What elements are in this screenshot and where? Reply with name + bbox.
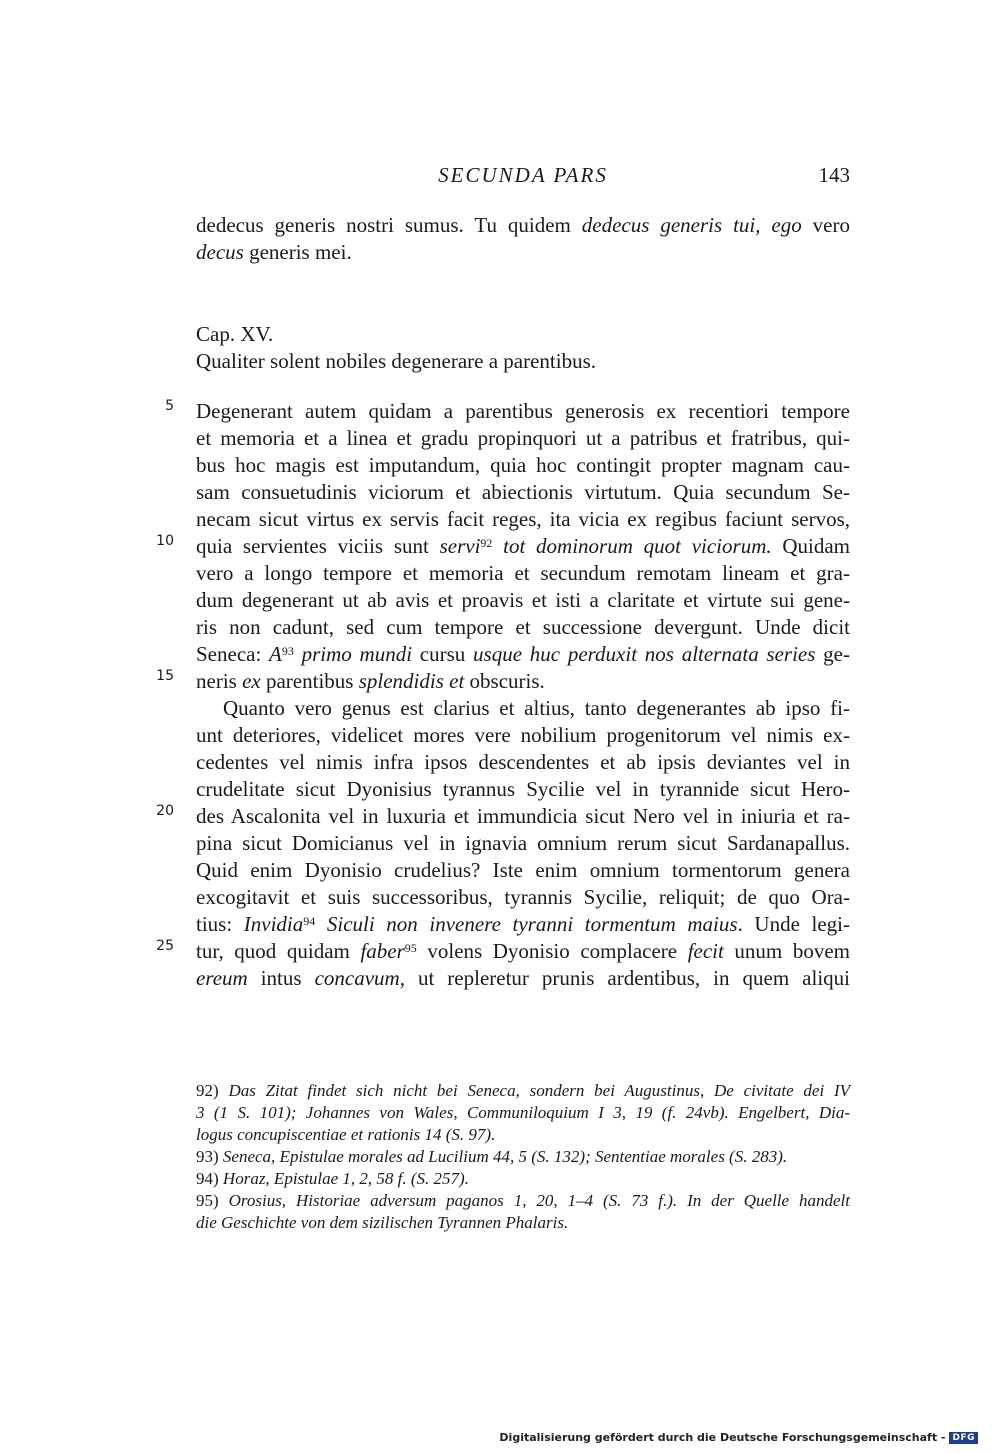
chapter-heading	[196, 321, 850, 375]
text-line: sam consuetudinis viciorum et abiectionis virtutum. Quia secundum Se-	[196, 480, 850, 504]
text-line: dum degenerant ut ab avis et proavis et isti a claritate et virtute sui gene-	[196, 588, 850, 612]
text-line: dedecus generis nostri sumus. Tu quidem dedecus generis tui, ego vero	[196, 213, 850, 237]
opening-paragraph	[196, 212, 850, 266]
main-text	[156, 398, 851, 992]
text-line: neris ex parentibus splendidis et obscuris.	[196, 669, 545, 693]
digitization-credit	[499, 1431, 978, 1444]
footnote-line: logus concupiscentiae et rationis 14 (S. 97).	[196, 1125, 496, 1144]
text-line: unt deteriores, videlicet mores vere nobilium progenitorum vel nimis ex-	[196, 723, 850, 747]
text-line: Quid enim Dyonisio crudelius? Iste enim omnium tormentorum genera	[196, 858, 850, 882]
chapter-title: Qualiter solent nobiles degenerare a parentibus.	[196, 349, 597, 373]
footnote-line: 95) Orosius, Historiae adversum paganos 1, 20, 1–4 (S. 73 f.). In der Quelle handelt	[196, 1191, 850, 1210]
text-line: tius: Invidia$^{94}$ Siculi non invenere tyranni tormentum maius. Unde legi-	[196, 912, 850, 936]
text-line: quia servientes viciis sunt servi$^{92}$ tot dominorum quot viciorum. Quidam	[196, 534, 851, 558]
running-header	[196, 163, 850, 193]
footnote-line: 3 (1 S. 101); Johannes von Wales, Communiloquium I 3, 19 (f. 24vb). Engelbert, Dia-	[196, 1103, 850, 1122]
line-number: 15	[156, 668, 174, 684]
line-number: 25	[156, 938, 174, 954]
text-line: ris non cadunt, sed cum tempore et successione devergunt. Unde dicit	[196, 615, 850, 639]
text-line: decus generis mei.	[196, 240, 352, 264]
running-title: SECUNDA PARS	[438, 163, 608, 187]
text-line: ereum intus concavum, ut repleretur prunis ardentibus, in quem aliqui	[196, 966, 850, 990]
dfg-logo: DFG	[949, 1432, 978, 1444]
text-line: vero a longo tempore et memoria et secundum remotam lineam et gra-	[196, 561, 850, 585]
footnote-line: 92) Das Zitat findet sich nicht bei Seneca, sondern bei Augustinus, De civitate dei IV	[196, 1081, 850, 1100]
chapter-number: Cap. XV.	[196, 322, 274, 346]
text-line: pina sicut Domicianus vel in ignavia omnium rerum sicut Sardanapallus.	[196, 831, 850, 855]
text-line: tur, quod quidam faber$^{95}$ volens Dyonisio complacere fecit unum bovem	[196, 939, 850, 963]
text-line: excogitavit et suis successoribus, tyrannis Sycilie, reliquit; de quo Ora-	[196, 885, 850, 909]
footnotes	[196, 1080, 850, 1234]
text-line: bus hoc magis est imputandum, quia hoc contingit propter magnam cau-	[196, 453, 850, 477]
text-line: crudelitate sicut Dyonisius tyrannus Sycilie vel in tyrannide sicut Hero-	[196, 777, 850, 801]
text-line: Quanto vero genus est clarius et altius, tanto degenerantes ab ipso fi-	[223, 696, 850, 720]
footnote-line: die Geschichte von dem sizilischen Tyrannen Phalaris.	[196, 1213, 569, 1232]
text-line: des Ascalonita vel in luxuria et immundicia sicut Nero vel in iniuria et ra-	[196, 804, 850, 828]
footnote-line: 93) Seneca, Epistulae morales ad Lucilium 44, 5 (S. 132); Sententiae morales (S. 283).	[196, 1147, 788, 1166]
line-number: 10	[156, 533, 174, 549]
text-line: Degenerant autem quidam a parentibus generosis ex recentiori tempore	[196, 399, 850, 423]
text-line: necam sicut virtus ex servis facit reges, ita vicia ex regibus faciunt servos,	[196, 507, 850, 531]
footnote-line: 94) Horaz, Epistulae 1, 2, 58 f. (S. 257).	[196, 1169, 469, 1188]
text-line: Seneca: $A^{93}$ primo mundi cursu usque huc perduxit nos alternata series ge-	[196, 642, 850, 666]
text-line: et memoria et a linea et gradu propinquori ut a patribus et fratribus, qui-	[196, 426, 850, 450]
line-number: 20	[156, 803, 174, 819]
line-number: 5	[165, 398, 174, 414]
text-line: cedentes vel nimis infra ipsos descendentes et ab ipsis deviantes vel in	[196, 750, 850, 774]
credit-text: Digitalisierung gefördert durch die Deutsche Forschungsgemeinschaft -	[499, 1431, 946, 1444]
page-number: 143	[818, 163, 850, 187]
